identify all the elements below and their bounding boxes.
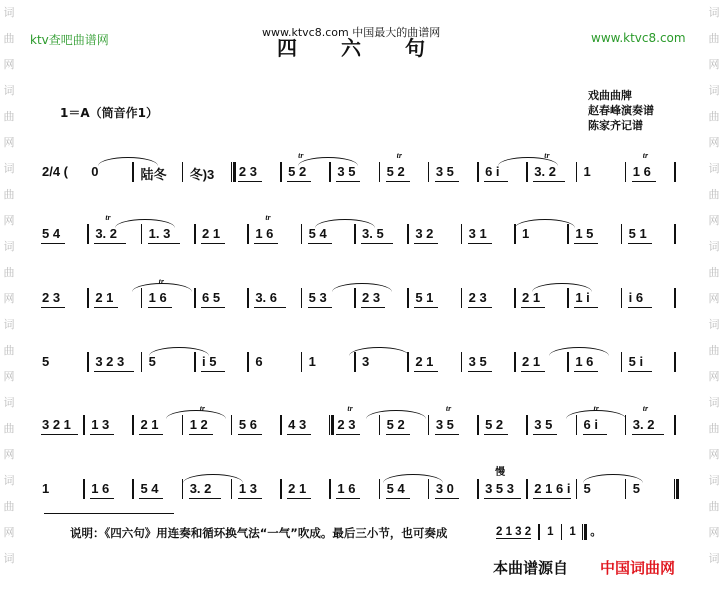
watermark-char: 曲 <box>708 422 720 435</box>
notation-cell: 1 <box>522 226 530 241</box>
watermark-char: 曲 <box>708 32 720 45</box>
barline <box>247 288 249 308</box>
beam-underline <box>238 498 262 499</box>
barline <box>247 352 249 372</box>
notation-cell: 1 <box>42 481 50 496</box>
beam-underline <box>94 371 134 372</box>
notation-cell: 5 <box>42 354 50 369</box>
barline <box>407 224 409 244</box>
beam-underline <box>521 307 545 308</box>
watermark-char: 曲 <box>708 500 720 513</box>
slur <box>566 410 626 419</box>
trill-mark: tr <box>158 277 164 286</box>
watermark-char: 网 <box>3 214 15 227</box>
watermark-char: 曲 <box>708 344 720 357</box>
notation-cell: 1 i <box>575 290 590 305</box>
notation-cell: 1 <box>308 354 316 369</box>
beam-underline <box>238 434 262 435</box>
watermark-char: 词 <box>708 552 720 565</box>
trill-mark: tr <box>298 151 304 160</box>
beam-underline <box>468 371 492 372</box>
beam-underline <box>254 243 278 244</box>
notation-cell: 5 4 <box>42 226 61 241</box>
notation-cell: 3 5 <box>435 417 454 432</box>
trill-mark: tr <box>396 151 402 160</box>
trill-mark: tr <box>593 404 599 413</box>
slur <box>132 283 192 292</box>
beam-underline <box>336 181 360 182</box>
notation-cell: 5 <box>583 481 591 496</box>
notation-cell: 5 2 <box>386 417 405 432</box>
beam-underline <box>533 434 557 435</box>
notation-cell: 2 3 <box>42 290 61 305</box>
notation-cell: 1 3 <box>238 481 257 496</box>
beam-underline <box>139 434 163 435</box>
trill-mark: tr <box>347 404 353 413</box>
watermark-char: 网 <box>3 136 15 149</box>
slur <box>298 157 358 166</box>
barline <box>141 352 143 372</box>
barline <box>194 224 196 244</box>
barline <box>674 162 676 182</box>
beam-underline <box>90 498 114 499</box>
watermark-char: 曲 <box>708 110 720 123</box>
watermark-char: 网 <box>708 136 720 149</box>
trill-mark: tr <box>105 213 111 222</box>
footnote-barline <box>538 524 540 540</box>
watermark-char: 词 <box>708 318 720 331</box>
score-line <box>38 350 688 380</box>
barline <box>83 415 85 435</box>
notation-cell: 5 2 <box>485 417 504 432</box>
notation-cell: 2 1 <box>288 481 307 496</box>
watermark-char: 词 <box>3 84 15 97</box>
barline <box>132 415 134 435</box>
notation-cell: 2 1 <box>202 226 221 241</box>
watermark-char: 词 <box>708 474 720 487</box>
beam-underline <box>148 307 172 308</box>
beam-underline <box>361 243 393 244</box>
beam-underline <box>90 434 114 435</box>
watermark-char: 网 <box>3 292 15 305</box>
footnote-label: 说明： <box>70 526 105 540</box>
beam-underline <box>468 307 492 308</box>
credit-genre: 戏曲曲牌 <box>588 89 632 102</box>
beam-underline <box>386 434 410 435</box>
beam-underline <box>148 243 180 244</box>
watermark-char: 网 <box>708 370 720 383</box>
notation-cell: 3 5 <box>435 164 454 179</box>
notation-cell: 2 3 <box>238 164 257 179</box>
notation-cell: 6 i <box>485 164 500 179</box>
notation-cell: 5 2 <box>288 164 307 179</box>
watermark-char: 曲 <box>708 266 720 279</box>
watermark-char: 网 <box>3 526 15 539</box>
trill-mark: tr <box>265 213 271 222</box>
slur <box>349 347 409 356</box>
trill-mark: tr <box>445 404 452 413</box>
footnote-ending-notes: 2 1 3 2 <box>496 526 532 538</box>
watermark-char: 词 <box>708 396 720 409</box>
notation-cell: 6 <box>255 354 263 369</box>
notation-cell: i 5 <box>202 354 217 369</box>
notation-cell: 5 <box>632 481 640 496</box>
watermark-char: 词 <box>708 6 720 19</box>
beam-underline <box>632 181 656 182</box>
footnote <box>70 525 447 541</box>
notation-cell: 1 6 <box>575 354 594 369</box>
watermark-char: 词 <box>3 474 15 487</box>
notation-cell: 3 5 <box>534 417 553 432</box>
beam-underline <box>583 434 607 435</box>
barline <box>194 288 196 308</box>
barline <box>428 415 430 435</box>
source-site-link[interactable]: 中国词曲网 <box>600 559 676 577</box>
barline <box>461 224 463 244</box>
beam-underline <box>287 181 311 182</box>
beam-underline <box>484 498 521 499</box>
notation-cell: 3 <box>362 354 370 369</box>
slur <box>515 219 575 228</box>
slur <box>315 219 375 228</box>
barline <box>301 288 303 308</box>
beam-underline <box>41 307 65 308</box>
notation-cell: i 6 <box>628 290 644 305</box>
barline-final <box>674 479 679 499</box>
notation-cell: 1 6 <box>148 290 167 305</box>
watermark-char: 网 <box>3 58 15 71</box>
notation-cell: 1 6 <box>255 226 274 241</box>
footnote-ending-1a: 1 <box>547 526 554 538</box>
beam-underline <box>484 181 508 182</box>
credit-performer: 赵春峰演奏谱 <box>588 104 654 117</box>
notation-cell: 3 5 <box>337 164 356 179</box>
beam-underline <box>386 181 410 182</box>
beam-underline <box>201 243 225 244</box>
barline <box>477 415 479 435</box>
beam-underline <box>632 434 664 435</box>
notation-cell: 5 1 <box>628 226 647 241</box>
barline <box>87 224 89 244</box>
barline <box>83 479 85 499</box>
notation-cell: 3. 6 <box>255 290 278 305</box>
beam-underline <box>574 243 598 244</box>
notation-cell: 3 2 <box>415 226 434 241</box>
notation-cell: 5 6 <box>238 417 257 432</box>
credit-transcriber: 陈家齐记谱 <box>588 119 643 132</box>
slur <box>149 347 209 356</box>
beam-underline <box>201 371 225 372</box>
notation-cell: 5 4 <box>140 481 159 496</box>
notation-cell: 6 i <box>583 417 598 432</box>
beam-underline <box>308 243 332 244</box>
watermark-char: 词 <box>3 162 15 175</box>
watermark-char: 曲 <box>708 188 720 201</box>
tempo-mark: 慢 <box>495 467 506 478</box>
barline <box>301 352 303 372</box>
beam-underline <box>41 243 65 244</box>
barline <box>674 288 676 308</box>
beam-underline <box>189 434 213 435</box>
beam-underline <box>308 307 332 308</box>
watermark-char: 曲 <box>3 422 15 435</box>
watermark-char: 词 <box>3 396 15 409</box>
watermark-char: 曲 <box>3 500 15 513</box>
beam-underline <box>189 498 221 499</box>
barline <box>514 352 516 372</box>
notation-cell: 3 0 <box>435 481 454 496</box>
notation-cell: 5 1 <box>415 290 434 305</box>
beam-underline <box>574 371 598 372</box>
watermark-char: 网 <box>708 448 720 461</box>
beam-underline <box>468 243 492 244</box>
barline <box>514 288 516 308</box>
beam-underline <box>628 307 652 308</box>
notation-cell: 1 5 <box>575 226 594 241</box>
barline <box>87 352 89 372</box>
barline <box>407 288 409 308</box>
site-link-right[interactable]: www.ktvc8.com <box>591 31 686 45</box>
watermark-char: 曲 <box>3 344 15 357</box>
beam-underline <box>484 434 508 435</box>
score-line <box>38 277 688 316</box>
beam-underline <box>361 307 385 308</box>
score-line <box>38 467 688 507</box>
beam-underline <box>435 434 459 435</box>
notation-cell: 1 6 <box>337 481 356 496</box>
beam-underline <box>414 243 438 244</box>
beam-underline <box>628 243 652 244</box>
watermark-char: 词 <box>3 240 15 253</box>
notation-cell: 陆冬 <box>140 167 167 182</box>
footnote-barline <box>561 524 563 540</box>
score-line <box>38 404 688 443</box>
footnote-final-barline <box>582 524 587 540</box>
barline <box>231 415 233 435</box>
notation-cell: 3 5 3 <box>485 481 514 496</box>
notation-cell: 3. 5 <box>362 226 384 241</box>
beam-underline <box>435 181 459 182</box>
footnote-rule <box>44 513 174 514</box>
beam-underline <box>238 181 262 182</box>
notation-cell: 3. 2 <box>534 164 556 179</box>
footnote-text: 《四六句》用连奏和循环换气法“一气”吹成。最后三小节，也可奏成 <box>104 526 448 540</box>
barline <box>477 479 479 499</box>
footnote-ending: 2 1 3 2 1 1 。 <box>496 523 602 540</box>
beam-underline <box>435 498 459 499</box>
watermark-char: 词 <box>3 318 15 331</box>
notation-cell: 1 6 <box>632 164 651 179</box>
barline <box>674 224 676 244</box>
slur <box>532 283 592 292</box>
notation-cell: 2 1 <box>140 417 159 432</box>
barline <box>621 288 623 308</box>
notation-cell: 6 5 <box>202 290 221 305</box>
slur <box>98 157 158 166</box>
barline <box>526 479 528 499</box>
notation-cell: 5 i <box>628 354 644 369</box>
notation-cell: 3. 2 <box>95 226 118 241</box>
watermark-char: 网 <box>708 214 720 227</box>
site-link-left[interactable]: ktv查吧曲谱网 <box>30 33 109 47</box>
beam-underline <box>41 434 78 435</box>
barline <box>280 479 282 499</box>
notation-cell: 2 3 <box>468 290 487 305</box>
watermark-char: 网 <box>708 58 720 71</box>
slur <box>183 474 243 483</box>
score-line <box>38 151 688 190</box>
barline-repeat <box>231 162 236 182</box>
notation-cell: 3 2 1 <box>42 417 71 432</box>
credits <box>588 88 654 133</box>
side-watermark-right <box>707 0 721 572</box>
site-link-center[interactable]: www.ktvc8.com 中国最大的曲谱网 <box>262 26 441 39</box>
beam-underline <box>336 434 360 435</box>
barline <box>280 162 282 182</box>
watermark-char: 曲 <box>3 266 15 279</box>
key-signature: 1＝A（筒音作1） <box>60 106 158 120</box>
notation-cell: 5 3 <box>308 290 327 305</box>
barline <box>280 415 282 435</box>
barline <box>379 162 381 182</box>
notation-cell: 3. 2 <box>189 481 212 496</box>
barline <box>674 415 676 435</box>
beam-underline <box>336 498 360 499</box>
beam-underline <box>254 307 286 308</box>
trill-mark: tr <box>199 404 206 413</box>
watermark-char: 网 <box>3 448 15 461</box>
slur <box>583 474 643 483</box>
notation-cell: 1 <box>583 164 591 179</box>
notation-cell: 2/4 ( <box>42 164 69 179</box>
barline <box>132 479 134 499</box>
barline <box>301 224 303 244</box>
notation-cell: 3 2 3 <box>95 354 125 369</box>
beam-underline <box>533 498 570 499</box>
trill-mark: tr <box>642 404 649 413</box>
notation-cell: 3 5 <box>468 354 487 369</box>
barline <box>526 415 528 435</box>
barline <box>621 352 623 372</box>
notation-cell: 5 <box>148 354 156 369</box>
watermark-char: 曲 <box>3 32 15 45</box>
beam-underline <box>533 181 565 182</box>
beam-underline <box>287 498 311 499</box>
slur <box>166 410 226 419</box>
watermark-char: 词 <box>708 162 720 175</box>
barline <box>182 162 184 182</box>
notation-cell: 1 6 <box>91 481 110 496</box>
slur <box>366 410 426 419</box>
barline <box>428 162 430 182</box>
notation-cell: 2 1 6 i <box>534 481 571 496</box>
slur <box>383 474 443 483</box>
source-label: 本曲谱源自 <box>493 559 569 577</box>
barline <box>576 479 578 499</box>
slur <box>549 347 609 356</box>
side-watermark-left <box>2 0 16 572</box>
notation-cell: 3. 2 <box>632 417 655 432</box>
notation-cell: 5 2 <box>386 164 405 179</box>
watermark-char: 词 <box>708 84 720 97</box>
barline <box>461 352 463 372</box>
beam-underline <box>574 307 598 308</box>
watermark-char: 网 <box>3 370 15 383</box>
score-line <box>38 213 688 252</box>
barline <box>674 352 676 372</box>
watermark-char: 网 <box>708 526 720 539</box>
beam-underline <box>94 243 126 244</box>
barline <box>329 479 331 499</box>
notation-cell: 冬)3 <box>189 167 215 182</box>
barline <box>625 162 627 182</box>
watermark-char: 词 <box>3 552 15 565</box>
beam-underline <box>139 498 163 499</box>
beam-underline <box>94 307 118 308</box>
watermark-char: 曲 <box>3 188 15 201</box>
notation-cell: 1 3 <box>91 417 110 432</box>
notation-cell: 0 <box>91 164 99 179</box>
notation-cell: 2 1 <box>522 290 541 305</box>
notation-cell: 4 3 <box>288 417 307 432</box>
barline <box>379 479 381 499</box>
page-title: 四六句 <box>277 36 469 60</box>
notation-cell: 2 1 <box>522 354 541 369</box>
barline <box>247 224 249 244</box>
beam-underline <box>386 498 410 499</box>
trill-mark: tr <box>642 151 649 160</box>
beam-underline <box>628 371 652 372</box>
watermark-char: 词 <box>3 6 15 19</box>
barline <box>87 288 89 308</box>
notation-cell: 1. 3 <box>148 226 171 241</box>
beam-underline <box>201 307 225 308</box>
barline <box>576 162 578 182</box>
beam-underline <box>287 434 311 435</box>
barline <box>477 162 479 182</box>
trill-mark: tr <box>544 151 550 160</box>
beam-underline <box>414 307 438 308</box>
notation-cell: 2 3 <box>337 417 356 432</box>
slur <box>115 219 175 228</box>
notation-cell: 5 4 <box>308 226 327 241</box>
footnote-ending-1b: 1 <box>569 526 576 538</box>
notation-cell: 5 4 <box>386 481 405 496</box>
beam-underline <box>521 371 545 372</box>
notation-cell: 3 1 <box>468 226 487 241</box>
beam-underline <box>414 371 438 372</box>
watermark-char: 网 <box>708 292 720 305</box>
notation-cell: 2 1 <box>415 354 434 369</box>
notation-cell: 1 2 <box>189 417 208 432</box>
barline-repeat-end <box>329 415 334 435</box>
barline <box>461 288 463 308</box>
barline <box>621 224 623 244</box>
notation-cell: 2 3 <box>362 290 381 305</box>
watermark-char: 词 <box>708 240 720 253</box>
watermark-char: 曲 <box>3 110 15 123</box>
notation-cell: 2 1 <box>95 290 114 305</box>
slur <box>332 283 392 292</box>
